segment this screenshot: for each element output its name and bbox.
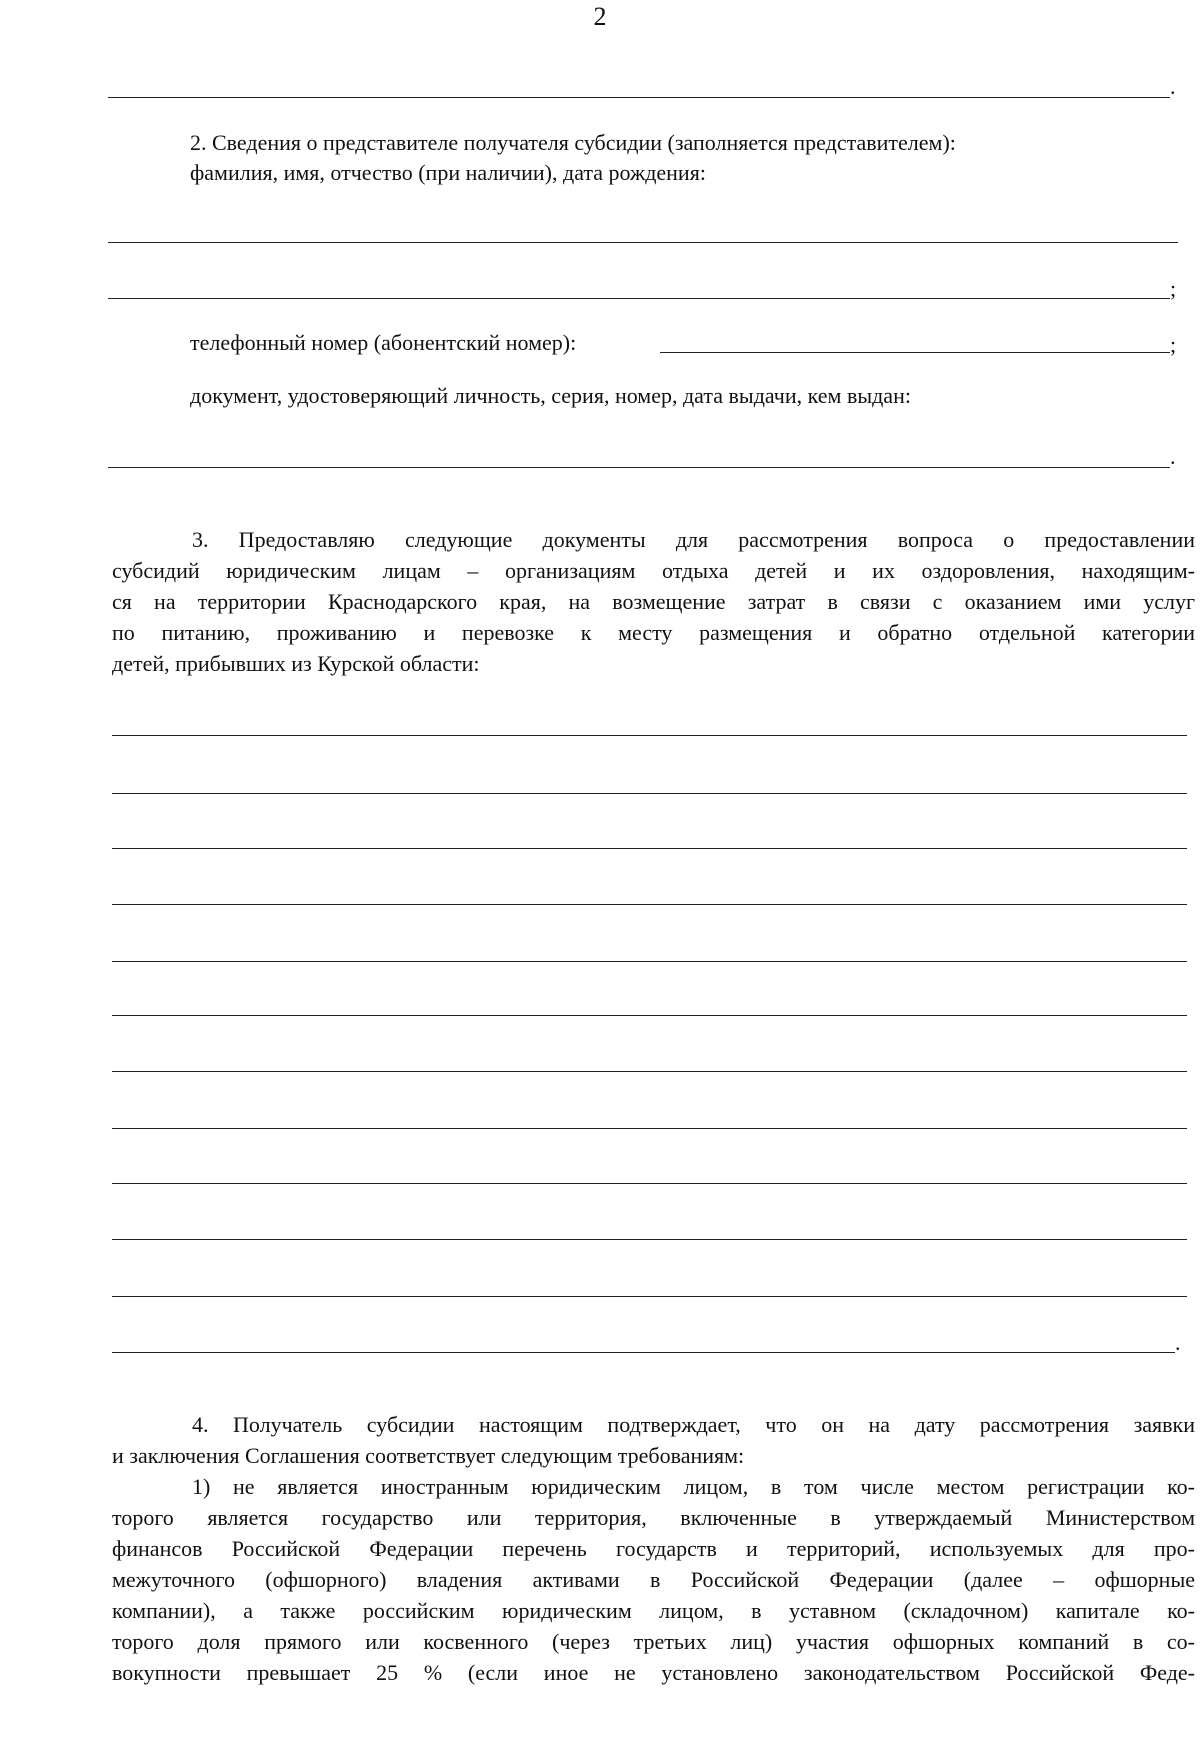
section2-name-label: фамилия, имя, отчество (при наличии), дата рождения: bbox=[190, 160, 706, 185]
section4-line-5: финансов Российской Федерации перечень государств и территорий, используемых для про- bbox=[112, 1536, 1195, 1561]
phone-line-semicolon: ; bbox=[1170, 332, 1177, 357]
section4-line-4: торого является государство или территория, включенные в утверждаемый Министерством bbox=[112, 1505, 1195, 1530]
section3-line-5: детей, прибывших из Курской области: bbox=[112, 651, 480, 676]
document-fill-line bbox=[112, 1128, 1187, 1129]
fill-line-top bbox=[108, 97, 1170, 98]
section3-line-1: 3. Предоставляю следующие документы для рассмотрения вопроса о предоставлении bbox=[192, 527, 1195, 552]
section2-heading: 2. Сведения о представителе получателя субсидии (заполняется представителем): bbox=[190, 130, 956, 155]
fill-line-rep-1 bbox=[108, 242, 1178, 243]
section4-line-3: 1) не является иностранным юридическим лицом, в том числе местом регистрации ко- bbox=[192, 1474, 1195, 1499]
line-end-period: . bbox=[1170, 444, 1176, 469]
document-fill-line bbox=[112, 1015, 1187, 1016]
document-fill-line bbox=[112, 1296, 1187, 1297]
section3-line-2: субсидий юридическим лицам – организациям отдыха детей и их оздоровления, находящим- bbox=[112, 558, 1195, 583]
section4-line-1: 4. Получатель субсидии настоящим подтверждает, что он на дату рассмотрения заявки bbox=[192, 1412, 1195, 1437]
document-fill-line bbox=[112, 1239, 1187, 1240]
section3-line-4: по питанию, проживанию и перевозке к месту размещения и обратно отдельной категории bbox=[112, 620, 1195, 645]
line-end-semicolon: ; bbox=[1170, 276, 1177, 301]
section4-line-9: вокупности превышает 25 % (если иное не установлено законодательством Российской Феде- bbox=[112, 1660, 1195, 1685]
section4-line-6: межуточного (офшорного) владения активами в Российской Федерации (далее – офшорные bbox=[112, 1567, 1195, 1592]
document-fill-line bbox=[112, 793, 1187, 794]
section4-line-8: торого доля прямого или косвенного (через третьих лиц) участия офшорных компаний в со- bbox=[112, 1629, 1195, 1654]
fill-line-id-doc bbox=[108, 467, 1170, 468]
document-fill-line bbox=[112, 1352, 1175, 1353]
phone-fill-line bbox=[660, 352, 1170, 353]
document-fill-line bbox=[112, 735, 1187, 736]
document-fill-line bbox=[112, 848, 1187, 849]
page-number: 2 bbox=[593, 2, 607, 31]
line-end-period: . bbox=[1175, 1330, 1181, 1355]
line-end-period: . bbox=[1170, 74, 1176, 99]
section4-line-7: компании), а также российским юридическим лицом, в уставном (складочном) капитале ко- bbox=[112, 1598, 1195, 1623]
phone-label: телефонный номер (абонентский номер): bbox=[190, 330, 577, 355]
document-fill-line bbox=[112, 1183, 1187, 1184]
id-document-label: документ, удостоверяющий личность, серия, номер, дата выдачи, кем выдан: bbox=[190, 383, 911, 408]
fill-line-rep-2 bbox=[108, 298, 1170, 299]
section3-line-3: ся на территории Краснодарского края, на возмещение затрат в связи с оказанием ими услуг bbox=[112, 589, 1195, 614]
section4-line-2: и заключения Соглашения соответствует следующим требованиям: bbox=[112, 1443, 745, 1468]
document-fill-line bbox=[112, 961, 1187, 962]
document-fill-line bbox=[112, 1071, 1187, 1072]
document-fill-line bbox=[112, 904, 1187, 905]
